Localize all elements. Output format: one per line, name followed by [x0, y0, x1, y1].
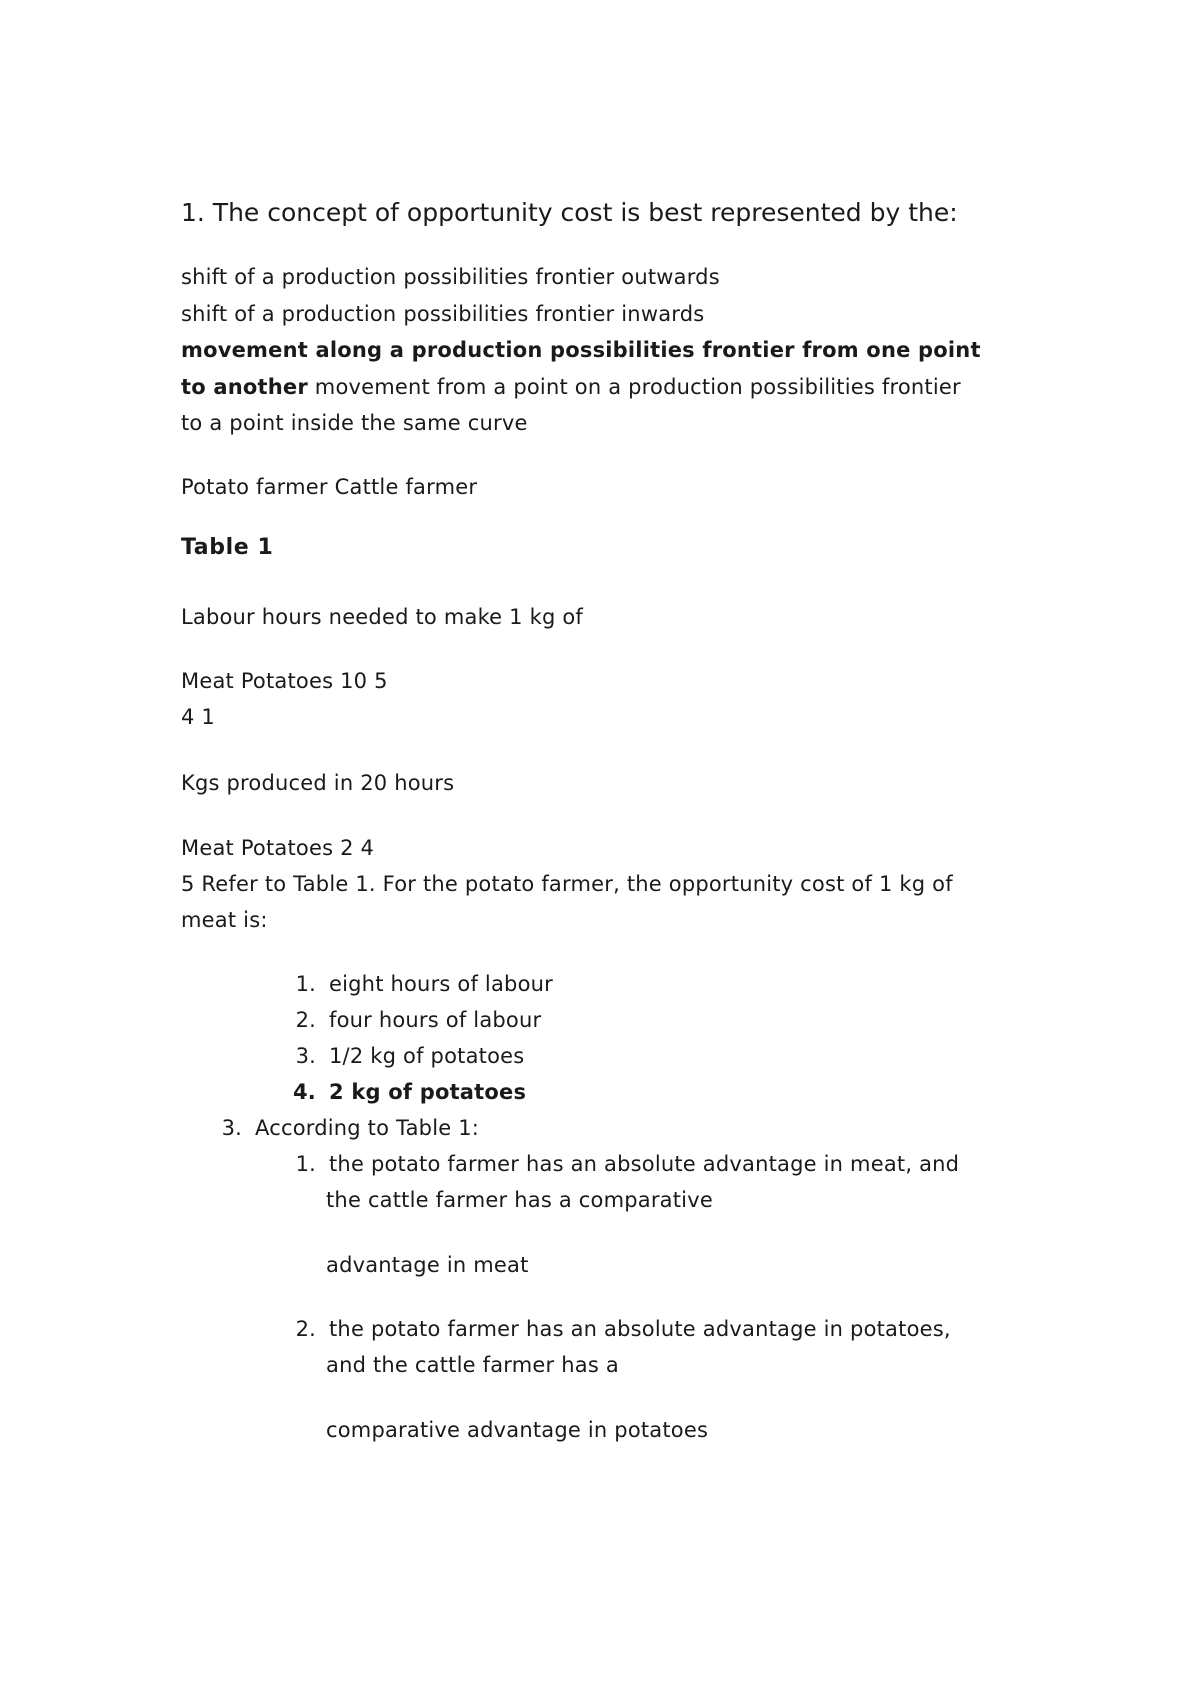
- table-1-title: Table 1: [181, 535, 274, 560]
- option-c-d-line: [181, 369, 1041, 406]
- kgs-produced-header: Kgs produced in 20 hours: [181, 771, 455, 795]
- labour-hours-header: Labour hours needed to make 1 kg of: [181, 605, 584, 629]
- question-1-options: [181, 259, 1041, 442]
- question-3-option-1-line-3: advantage in meat: [326, 1253, 529, 1277]
- question-3: [207, 1110, 479, 1147]
- list-number: 3.: [295, 1044, 316, 1068]
- question-3-option-1: [281, 1146, 959, 1183]
- question-2-option-2: [281, 1002, 541, 1039]
- list-item-text: 2 kg of potatoes: [329, 1080, 527, 1104]
- question-2-option-3: [281, 1038, 524, 1075]
- kgs-row-1: Meat Potatoes 2 4: [181, 836, 375, 860]
- list-item-text: eight hours of labour: [329, 972, 553, 996]
- option-c-line-2: to another: [181, 374, 308, 399]
- option-d-line-2: to a point inside the same curve: [181, 411, 528, 435]
- labour-row-1: Meat Potatoes 10 5: [181, 669, 388, 693]
- option-c-line-1: movement along a production possibilities frontier from one point: [181, 338, 981, 362]
- question-2-option-4: [281, 1074, 526, 1111]
- question-3-text: According to Table 1:: [255, 1116, 480, 1140]
- list-number: 2.: [295, 1317, 316, 1341]
- question-3-option-2-line-2: and the cattle farmer has a: [326, 1353, 619, 1377]
- question-3-option-2: [281, 1311, 951, 1348]
- list-number: 3.: [221, 1116, 242, 1140]
- list-item-text: the potato farmer has an absolute advantage in meat, and: [329, 1152, 960, 1176]
- question-3-option-2-line-3: comparative advantage in potatoes: [326, 1418, 709, 1442]
- question-3-option-1-line-2: the cattle farmer has a comparative: [326, 1188, 713, 1212]
- list-number: 4.: [293, 1080, 316, 1104]
- list-number: 1.: [295, 972, 316, 996]
- farmers-header: Potato farmer Cattle farmer: [181, 475, 478, 499]
- list-item-text: the potato farmer has an absolute advantage in potatoes,: [329, 1317, 951, 1341]
- question-1-title: 1. The concept of opportunity cost is best represented by the:: [181, 198, 958, 227]
- question-2-line-1: 5 Refer to Table 1. For the potato farmer, the opportunity cost of 1 kg of: [181, 872, 953, 896]
- list-number: 2.: [295, 1008, 316, 1032]
- labour-row-2: 4 1: [181, 705, 215, 729]
- option-a: shift of a production possibilities frontier outwards: [181, 265, 720, 289]
- list-number: 1.: [295, 1152, 316, 1176]
- list-item-text: four hours of labour: [329, 1008, 542, 1032]
- option-b: shift of a production possibilities frontier inwards: [181, 301, 705, 326]
- question-2-option-1: [281, 966, 553, 1003]
- option-d-line-1: movement from a point on a production possibilities frontier: [307, 374, 961, 399]
- question-2-line-2: meat is:: [181, 908, 268, 932]
- list-item-text: 1/2 kg of potatoes: [329, 1044, 525, 1068]
